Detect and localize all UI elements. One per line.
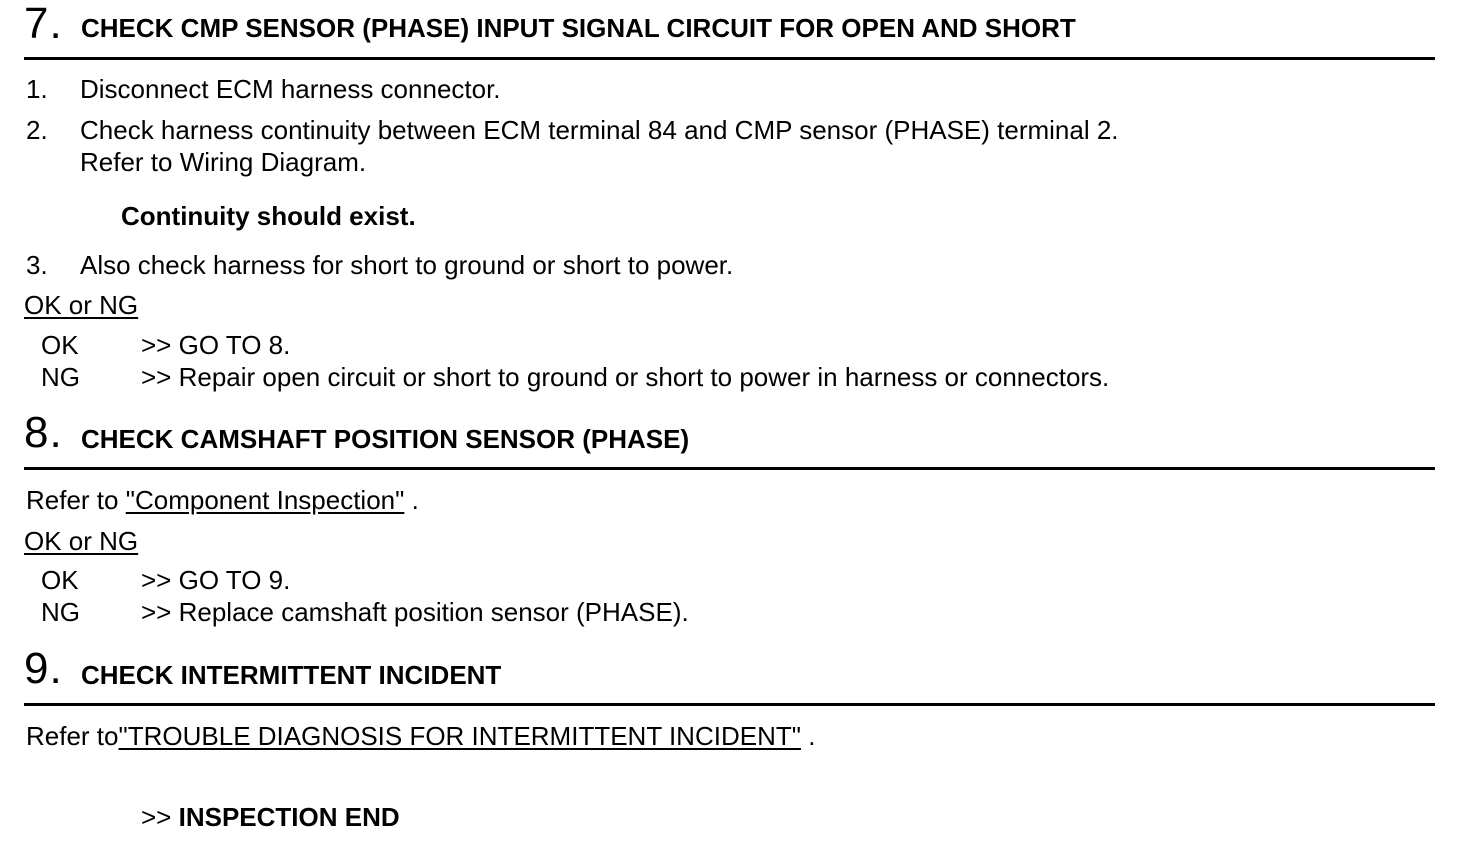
step-8-title: CHECK CAMSHAFT POSITION SENSOR (PHASE) [81, 424, 690, 454]
step-7-item-1-text: Disconnect ECM harness connector. [80, 74, 501, 104]
inspection-end-label: INSPECTION END [178, 802, 400, 832]
step-8-ng-label: NG [41, 597, 80, 627]
step-8-number: 8. [24, 408, 63, 457]
step-8-refer-prefix: Refer to [26, 485, 119, 515]
step-7-item-2-text-line2: Refer to Wiring Diagram. [80, 147, 367, 177]
step-7-ok-ng-label: OK or NG [24, 290, 139, 320]
step-7-ok-label: OK [41, 330, 79, 360]
step-7-number: 7. [24, 0, 63, 48]
step-9-number: 9. [24, 644, 63, 693]
step-8-ok-action: >> GO TO 9. [141, 565, 291, 595]
step-7-ng-action: >> Repair open circuit or short to ground or short to power in harness or connectors. [141, 362, 1110, 392]
inspection-end [141, 802, 400, 832]
step-7-item-3-text: Also check harness for short to ground or short to power. [80, 250, 734, 280]
step-9-title: CHECK INTERMITTENT INCIDENT [81, 660, 502, 690]
step-8-ng-action: >> Replace camshaft position sensor (PHASE). [141, 597, 689, 627]
step-8-divider [24, 467, 1435, 470]
component-inspection-link[interactable]: "Component Inspection" [125, 485, 405, 515]
step-9-divider [24, 703, 1435, 706]
step-7-divider [24, 57, 1435, 60]
step-7-item-2-text: Check harness continuity between ECM terminal 84 and CMP sensor (PHASE) terminal 2. [80, 115, 1119, 145]
step-7-item-2-number: 2. [26, 115, 48, 145]
step-9-refer-suffix: . [808, 721, 816, 751]
step-7-spec: Continuity should exist. [121, 201, 416, 231]
step-7-item-1-number: 1. [26, 74, 48, 104]
step-7-ng-label: NG [41, 362, 80, 392]
intermittent-incident-link[interactable]: "TROUBLE DIAGNOSIS FOR INTERMITTENT INCIDENT" [118, 721, 801, 751]
step-8-refer-line [26, 485, 419, 515]
step-9-refer-line [26, 721, 815, 751]
step-8-ok-label: OK [41, 565, 79, 595]
step-9-refer-prefix: Refer to [26, 721, 119, 751]
step-7-ok-action: >> GO TO 8. [141, 330, 291, 360]
step-8-refer-suffix: . [411, 485, 419, 515]
step-7-item-3-number: 3. [26, 250, 48, 280]
step-7-title: CHECK CMP SENSOR (PHASE) INPUT SIGNAL CIRCUIT FOR OPEN AND SHORT [81, 13, 1076, 43]
step-8-ok-ng-label: OK or NG [24, 526, 139, 556]
inspection-end-arrow: >> [141, 802, 172, 832]
